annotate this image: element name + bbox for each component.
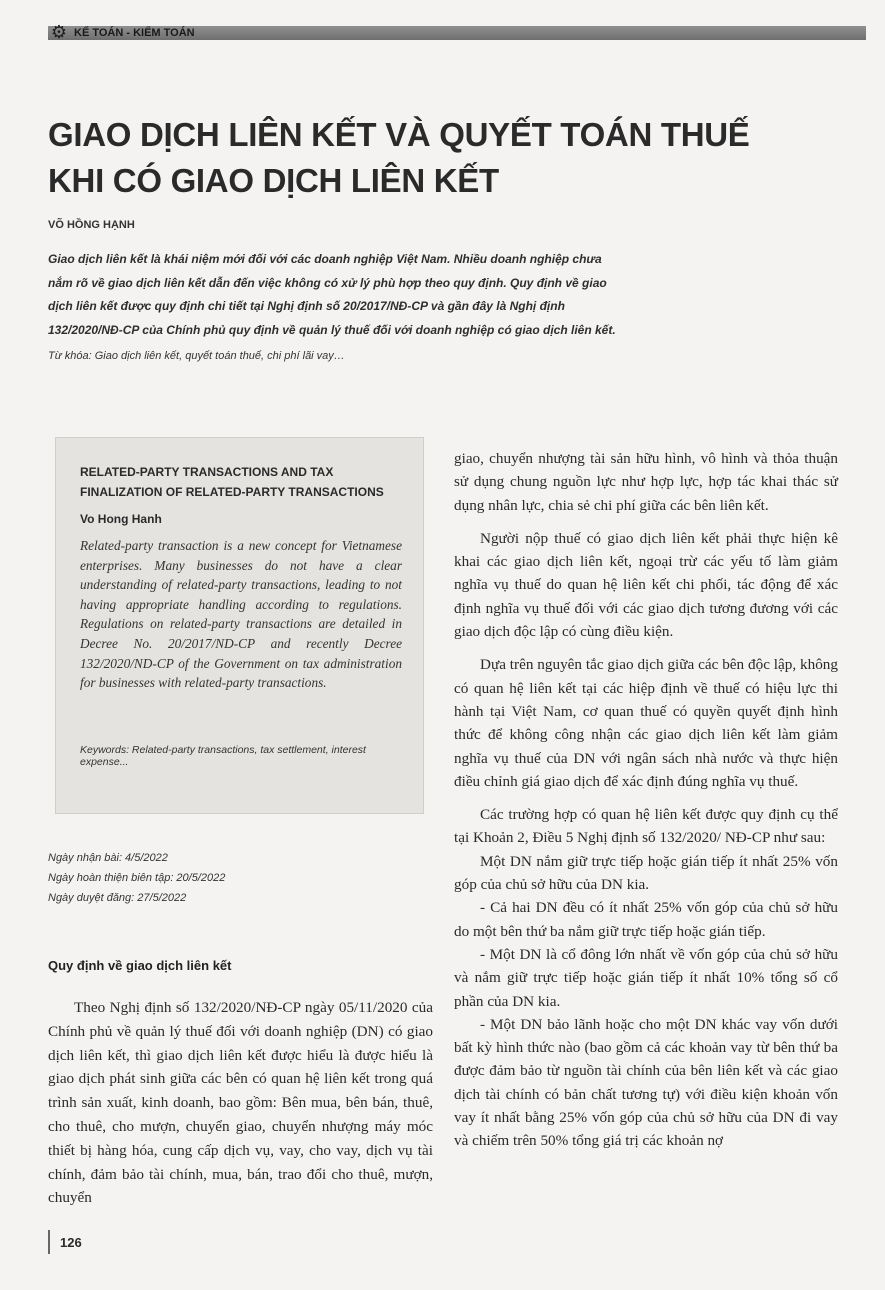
page-number-rule — [48, 1230, 50, 1254]
date-approved: Ngày duyệt đăng: 27/5/2022 — [48, 892, 187, 904]
english-abstract: Related-party transaction is a new concept for Vietnamese enterprises. Many businesses do not have a clear understanding of related-party transactions, leading to not having appropriate handling according to regulations. Regulations on related-party transactions are detailed in Decree No. 20/2017/ND-CP and recently Decree 132/2020/ND-CP of the Government on tax administration for businesses with related-party transactions. — [80, 538, 402, 691]
body-paragraph: Các trường hợp có quan hệ liên kết được quy định cụ thể tại Khoản 2, Điều 5 Nghị định số 132/2020/ NĐ-CP như sau: — [454, 806, 838, 847]
article-title — [48, 112, 848, 204]
gear-icon: ⚙ — [50, 22, 68, 43]
body-paragraph: giao, chuyển nhượng tài sản hữu hình, vô hình và thỏa thuận sử dụng chung nguồn lực như hợp lực, hợp tác khai thác sử dụng nhân lực, chia sẻ chi phí giữa các bên liên kết. — [454, 450, 838, 514]
body-paragraph: - Cả hai DN đều có ít nhất 25% vốn góp của chủ sở hữu do một bên thứ ba nắm giữ trực tiếp hoặc gián tiếp. — [454, 899, 838, 940]
body-column-left — [48, 996, 433, 1210]
author-name: VÕ HỒNG HẠNH — [48, 219, 135, 231]
section-label: KẾ TOÁN - KIỂM TOÁN — [74, 27, 195, 39]
english-abstract-box — [55, 437, 424, 814]
keywords-vietnamese: Từ khóa: Giao dịch liên kết, quyết toán thuế, chi phí lãi vay… — [48, 350, 345, 362]
section-heading: Quy định về giao dịch liên kết — [48, 958, 232, 973]
body-paragraph: Một DN nắm giữ trực tiếp hoặc gián tiếp ít nhất 25% vốn góp của chủ sở hữu của DN kia. — [454, 852, 838, 894]
date-revised: Ngày hoàn thiện biên tập: 20/5/2022 — [48, 872, 226, 884]
body-paragraph: Người nộp thuế có giao dịch liên kết phải thực hiện kê khai các giao dịch liên kết, ngoại trừ các yếu tố làm giảm nghĩa vụ thuế do quan hệ liên kết chi phối, tác động để xác định nghĩa vụ thuế đối với các giao dịch tương đương với các giao dịch độc lập có cùng điều kiện. — [454, 529, 838, 641]
date-received: Ngày nhận bài: 4/5/2022 — [48, 852, 168, 864]
body-paragraph: - Một DN là cổ đông lớn nhất về vốn góp của chủ sở hữu và nắm giữ trực tiếp hoặc gián tiếp ít nhất 10% tổng số cổ phần của DN kia. — [454, 945, 838, 1010]
page-number: 126 — [60, 1235, 82, 1250]
english-title: RELATED-PARTY TRANSACTIONS AND TAX FINALIZATION OF RELATED-PARTY TRANSACTIONS — [80, 465, 384, 499]
body-column-right — [454, 447, 838, 1153]
english-author: Vo Hong Hanh — [80, 512, 162, 526]
body-paragraph: Dựa trên nguyên tắc giao dịch giữa các bên độc lập, không có quan hệ liên kết tại các hiệp định về thuế có hiệu lực thi hành tại Việt Nam, cơ quan thuế có quyền quyết định hình thức để không công nhận các giao dịch liên kết làm giảm nghĩa vụ thuế của DN với ngân sách nhà nước và thực hiện điều chỉnh giá giao dịch để xác định đúng nghĩa vụ thuế. — [454, 656, 838, 790]
article-title-line-1: GIAO DỊCH LIÊN KẾT VÀ QUYẾT TOÁN THUẾ — [48, 116, 750, 153]
publication-dates — [48, 848, 225, 908]
body-paragraph: Theo Nghị định số 132/2020/NĐ-CP ngày 05/11/2020 của Chính phủ về quản lý thuế đối với doanh nghiệp (DN) có giao dịch liên kết, thì giao dịch liên kết được hiểu là được hiểu là giao dịch phát sinh giữa các bên có quan hệ liên kết trong quá trình sản xuất, kinh doanh, bao gồm: Bên mua, bên bán, thuê, cho thuê, cho mượn, chuyển giao, chuyển nhượng máy móc thiết bị hàng hóa, cung cấp dịch vụ, vay, cho vay, dịch vụ tài chính, đảm bảo tài chính, mua, bán, trao đổi cho thuê, mượn, chuyển — [48, 999, 433, 1207]
body-paragraph: - Một DN bảo lãnh hoặc cho một DN khác vay vốn dưới bất kỳ hình thức nào (bao gồm cả các khoản vay từ bên thứ ba được đảm bảo từ nguồn tài chính của bên liên kết và các giao dịch tài chính có bản chất tương tự) với điều kiện khoản vốn vay ít nhất bằng 25% vốn góp của chủ sở hữu của DN đi vay và chiếm trên 50% tổng giá trị các khoản nợ — [454, 1015, 838, 1150]
article-title-line-2: KHI CÓ GIAO DỊCH LIÊN KẾT — [48, 162, 499, 199]
english-keywords: Keywords: Related-party transactions, tax settlement, interest expense... — [80, 744, 366, 768]
abstract-vietnamese: Giao dịch liên kết là khái niệm mới đối với các doanh nghiệp Việt Nam. Nhiều doanh nghiệp chưa nắm rõ về giao dịch liên kết dẫn đến việc không có xử lý phù hợp theo quy định. Quy định về giao dịch liên kết được quy định chi tiết tại Nghị định số 20/2017/NĐ-CP và gần đây là Nghị định 132/2020/NĐ-CP của Chính phủ quy định về quản lý thuế đối với doanh nghiệp có giao dịch liên kết. — [48, 252, 616, 337]
